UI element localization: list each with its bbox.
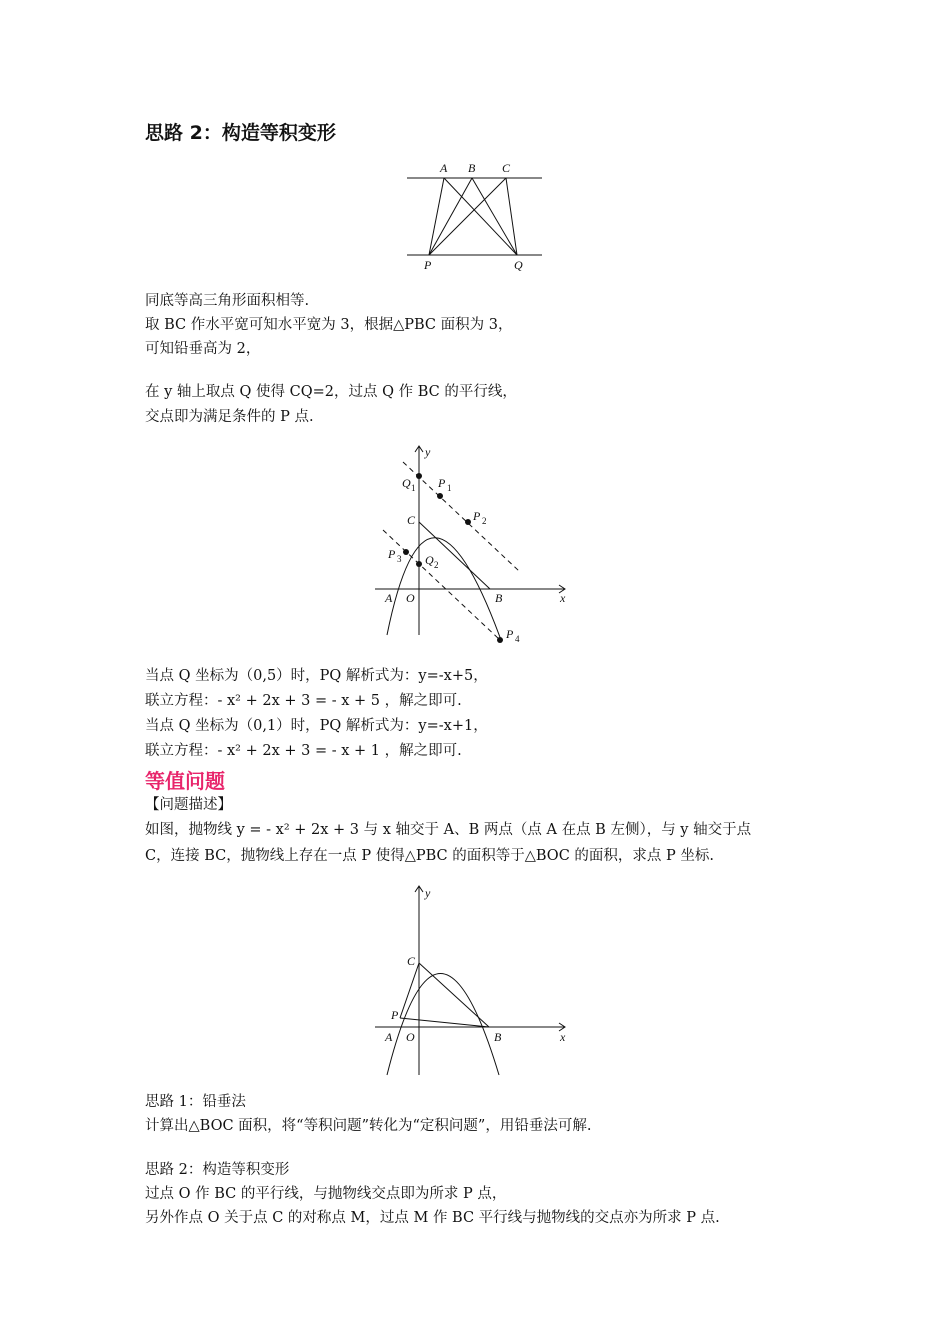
text-line: 当点 Q 坐标为（0,5）时，PQ 解析式为：y=-x+5， xyxy=(145,668,488,684)
figure-parallel-triangles xyxy=(400,155,550,275)
parabola xyxy=(387,974,499,1076)
problem-text: 如图，抛物线 y = - x² + 2x + 3 与 x 轴交于 A、B 两点（点 A 在点 B 左侧），与 y 轴交于点 xyxy=(145,822,752,838)
section-title: 等值问题 xyxy=(145,769,225,793)
label-P2-sub: 2 xyxy=(482,516,487,526)
label-B: B xyxy=(468,161,476,175)
equation-line: 联立方程：- x² + 2x + 3 = - x + 1 ，解之即可. xyxy=(145,743,462,759)
label-B: B xyxy=(495,591,503,605)
problem-subtitle: 【问题描述】 xyxy=(145,797,232,813)
idea1-text: 计算出△BOC 面积，将“等积问题”转化为“定积问题”，用铅垂法可解. xyxy=(145,1118,592,1134)
section-heading: 思路 2：构造等积变形 xyxy=(145,122,336,144)
text-line: 取 BC 作水平宽可知水平宽为 3，根据△PBC 面积为 3， xyxy=(145,317,513,333)
label-Q1: Q xyxy=(402,476,411,490)
label-x: x xyxy=(560,591,566,605)
figure-parabola-triangle xyxy=(370,880,580,1080)
label-C: C xyxy=(502,161,511,175)
label-C: C xyxy=(407,513,416,527)
label-y: y xyxy=(425,886,431,900)
segment-CB xyxy=(419,963,489,1027)
problem-text: C，连接 BC，抛物线上存在一点 P 使得△PBC 的面积等于△BOC 的面积，求点 P 坐标. xyxy=(145,848,714,864)
text-line: 可知铅垂高为 2， xyxy=(145,341,261,357)
idea1-title: 思路 1：铅垂法 xyxy=(145,1094,246,1110)
label-P: P xyxy=(424,258,432,272)
idea2-text: 另外作点 O 关于点 C 的对称点 M，过点 M 作 BC 平行线与抛物线的交点亦为所求 P 点. xyxy=(145,1210,720,1226)
label-Q1-sub: 1 xyxy=(411,483,416,493)
label-P3: P xyxy=(388,547,396,561)
label-A: A xyxy=(440,161,448,175)
label-y: y xyxy=(425,445,431,459)
label-A: A xyxy=(385,1030,393,1044)
label-A: A xyxy=(385,591,393,605)
label-P4: P xyxy=(506,627,514,641)
text-line: 当点 Q 坐标为（0,1）时，PQ 解析式为：y=-x+1， xyxy=(145,718,488,734)
label-Q2: Q xyxy=(425,553,434,567)
segment-PB xyxy=(400,1018,489,1027)
dashed-lower xyxy=(383,530,500,640)
text-line: 在 y 轴上取点 Q 使得 CQ=2，过点 Q 作 BC 的平行线， xyxy=(145,384,517,400)
text-line: 同底等高三角形面积相等. xyxy=(145,293,310,309)
label-P: P xyxy=(391,1008,399,1022)
idea2-title: 思路 2：构造等积变形 xyxy=(145,1162,290,1178)
label-P3-sub: 3 xyxy=(397,554,402,564)
label-P1: P xyxy=(438,476,446,490)
figure-parabola-parallels xyxy=(370,440,580,650)
label-O: O xyxy=(406,591,415,605)
segment-PC xyxy=(400,963,419,1018)
label-x: x xyxy=(560,1030,566,1044)
label-P2: P xyxy=(473,509,481,523)
idea2-text: 过点 O 作 BC 的平行线，与抛物线交点即为所求 P 点， xyxy=(145,1186,507,1202)
label-P1-sub: 1 xyxy=(447,483,452,493)
label-C: C xyxy=(407,954,416,968)
label-Q2-sub: 2 xyxy=(434,560,439,570)
text-line: 交点即为满足条件的 P 点. xyxy=(145,409,314,425)
label-P4-sub: 4 xyxy=(515,634,520,644)
equation-line: 联立方程：- x² + 2x + 3 = - x + 5 ，解之即可. xyxy=(145,693,462,709)
label-Q: Q xyxy=(514,258,523,272)
label-B: B xyxy=(494,1030,502,1044)
label-O: O xyxy=(406,1030,415,1044)
